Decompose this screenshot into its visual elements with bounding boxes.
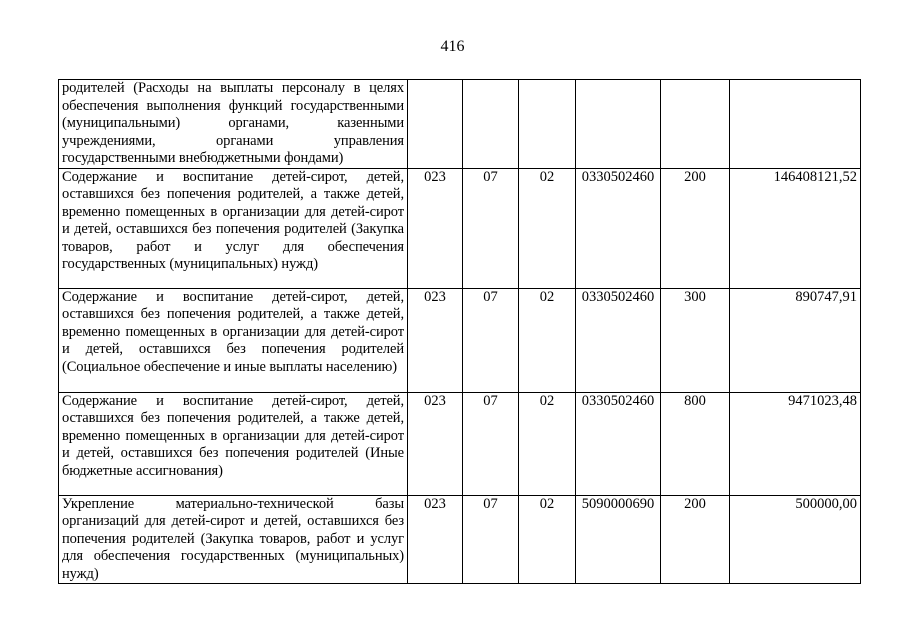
row-amount: 890747,91 bbox=[730, 288, 861, 392]
table-row bbox=[59, 168, 861, 288]
page-number: 416 bbox=[440, 38, 465, 55]
row-description: Содержание и воспитание детей-сирот, детей, оставшихся без попечения родителей, а также детей, временно помещенных в организации для детей-сирот и детей, оставшихся без попечения родителей (Иные бюджетные ассигнования) bbox=[59, 392, 408, 495]
row-subsection-code: 02 bbox=[519, 288, 576, 392]
row-amount: 500000,00 bbox=[730, 495, 861, 584]
row-section-code bbox=[463, 80, 519, 169]
row-description: Содержание и воспитание детей-сирот, детей, оставшихся без попечения родителей, а также детей, временно помещенных в организации для детей-сирот и детей, оставшихся без попечения родителей (Закупка товаров, работ и услуг для обеспечения государственных (муниципальных) нужд) bbox=[59, 168, 408, 288]
row-expense-type-code: 200 bbox=[661, 168, 730, 288]
row-subsection-code: 02 bbox=[519, 168, 576, 288]
row-amount bbox=[730, 80, 861, 169]
table-row bbox=[59, 80, 861, 169]
row-subsection-code: 02 bbox=[519, 392, 576, 495]
row-expense-type-code bbox=[661, 80, 730, 169]
row-expense-type-code: 200 bbox=[661, 495, 730, 584]
row-target-code: 0330502460 bbox=[576, 392, 661, 495]
row-amount: 9471023,48 bbox=[730, 392, 861, 495]
row-description: Укрепление материально-технической базы организаций для детей-сирот и детей, оставшихся без попечения родителей (Закупка товаров, работ и услуг для обеспечения государственных (муниципальных) нужд) bbox=[59, 495, 408, 584]
table-row bbox=[59, 288, 861, 392]
row-description: Содержание и воспитание детей-сирот, детей, оставшихся без попечения родителей, а также детей, временно помещенных в организации для детей-сирот и детей, оставшихся без попечения родителей (Социальное обеспечение и иные выплаты населению) bbox=[59, 288, 408, 392]
table-row bbox=[59, 495, 861, 584]
row-ved-code: 023 bbox=[408, 495, 463, 584]
row-target-code bbox=[576, 80, 661, 169]
budget-table bbox=[58, 79, 861, 584]
row-amount: 146408121,52 bbox=[730, 168, 861, 288]
row-ved-code: 023 bbox=[408, 168, 463, 288]
row-ved-code: 023 bbox=[408, 392, 463, 495]
row-target-code: 0330502460 bbox=[576, 288, 661, 392]
row-ved-code: 023 bbox=[408, 288, 463, 392]
row-target-code: 0330502460 bbox=[576, 168, 661, 288]
row-section-code: 07 bbox=[463, 392, 519, 495]
row-section-code: 07 bbox=[463, 288, 519, 392]
row-subsection-code bbox=[519, 80, 576, 169]
row-ved-code bbox=[408, 80, 463, 169]
row-expense-type-code: 300 bbox=[661, 288, 730, 392]
row-description: родителей (Расходы на выплаты персоналу в целях обеспечения выполнения функций государственными (муниципальными) органами, казенными учреждениями, органами управления государственными внебюджетными фондами) bbox=[59, 80, 408, 169]
row-subsection-code: 02 bbox=[519, 495, 576, 584]
table-row bbox=[59, 392, 861, 495]
row-section-code: 07 bbox=[463, 168, 519, 288]
row-expense-type-code: 800 bbox=[661, 392, 730, 495]
row-target-code: 5090000690 bbox=[576, 495, 661, 584]
row-section-code: 07 bbox=[463, 495, 519, 584]
